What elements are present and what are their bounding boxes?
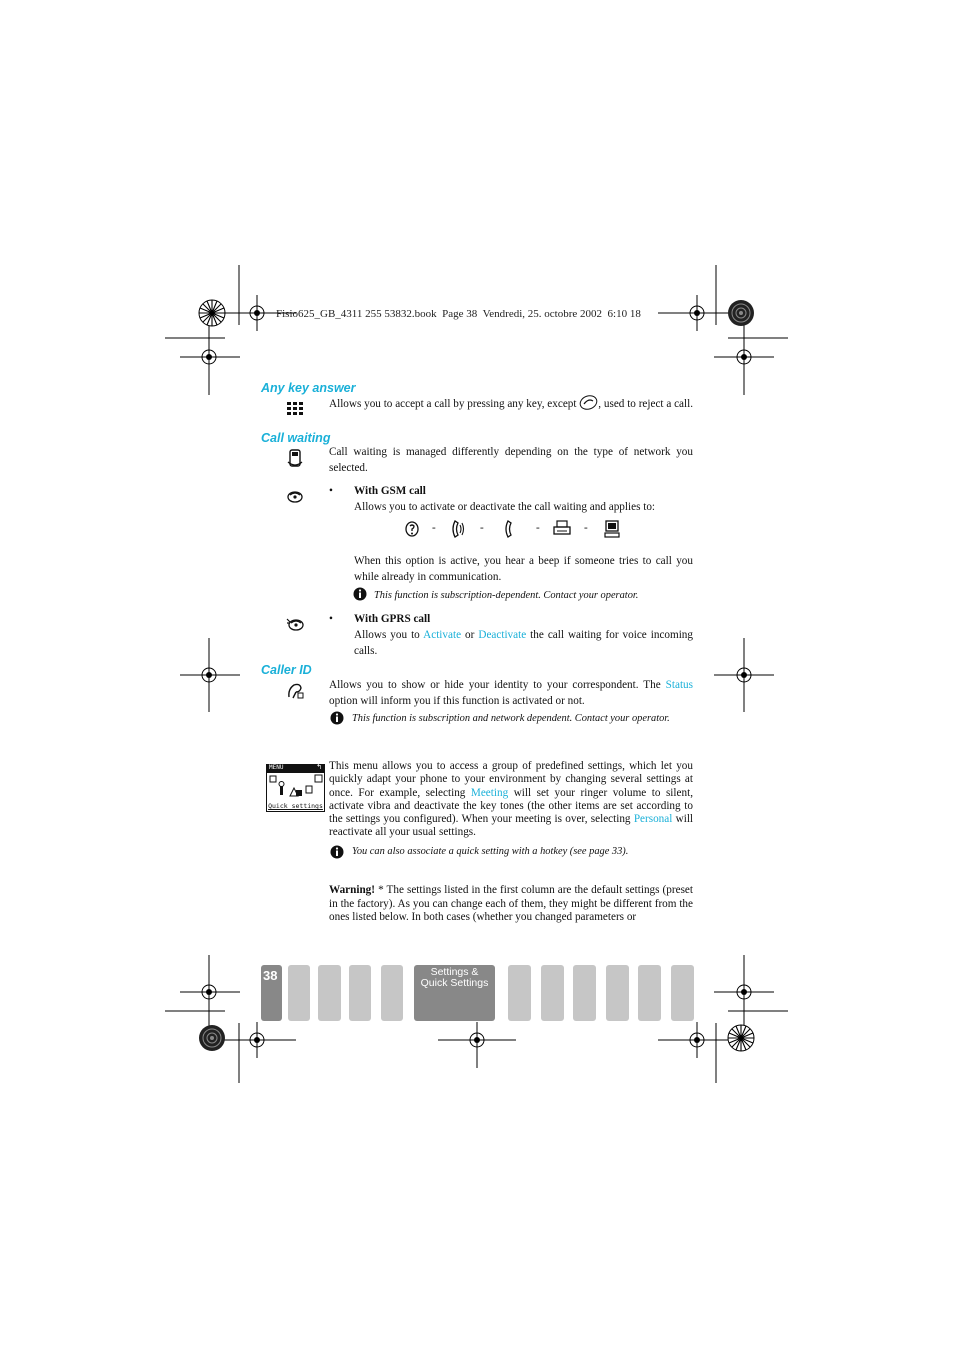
- chapter-tab: [381, 965, 403, 1021]
- applies-to-icons: [402, 519, 632, 541]
- quick-settings-note: You can also associate a quick setting with a hotkey (see page 33).: [352, 846, 629, 857]
- page-number: 38: [263, 968, 278, 983]
- book-header: Fisio625_GB_4311 255 53832.book Page 38 Vendredi, 25. octobre 2002 6:10 18: [276, 308, 641, 320]
- back-icon: ↰: [316, 763, 322, 771]
- computer-call-icon: [602, 519, 622, 539]
- current-chapter-label: Settings & Quick Settings: [420, 966, 489, 989]
- any-key-text: Allows you to accept a call by pressing any key, except , used to reject a call.: [329, 395, 694, 412]
- call-waiting-intro: Call waiting is managed differently depending on the type of network you selected.: [329, 446, 693, 474]
- chapter-tab: [541, 965, 564, 1021]
- gsm-note: This function is subscription-dependent. Contact your operator.: [374, 590, 639, 601]
- quick-settings-text: This menu allows you to access a group of predefined settings, which let you quickly adapt your phone to your environment by changing several settings at once. For example, selecting Meeting will set your ringer volume to silent, activate vibra and deactivate the key tones (the other items are set according to the settings you configured). When your meeting is over, selecting Personal will reactivate all your usual settings.: [329, 760, 694, 839]
- gprs-bullet: •: [329, 613, 333, 625]
- hangup-key-icon: [579, 395, 598, 410]
- caller-id-text: Allows you to show or hide your identity to your correspondent. The Status option will inform you if this function is activated or not.: [329, 679, 694, 707]
- caller-id-icon: [285, 681, 305, 701]
- dash-2: -: [480, 522, 484, 534]
- call-waiting-icon: [285, 448, 305, 468]
- data-call-icon: [500, 519, 520, 539]
- warning-label: Warning!: [329, 884, 376, 896]
- chapter-tab: [573, 965, 596, 1021]
- dash-3: -: [536, 522, 540, 534]
- chapter-tab: [671, 965, 694, 1021]
- personal-option: Personal: [633, 813, 673, 826]
- dash-4: -: [584, 522, 588, 534]
- deactivate-option: Deactivate: [478, 629, 527, 641]
- section-title-caller-id: Caller ID: [261, 663, 312, 677]
- chapter-tab: [606, 965, 629, 1021]
- gsm-text: Allows you to activate or deactivate the call waiting and applies to:: [354, 501, 656, 513]
- caller-id-note: This function is subscription and network dependent. Contact your operator.: [352, 713, 670, 724]
- meeting-option: Meeting: [470, 786, 509, 799]
- gprs-text: Allows you to Activate or Deactivate the call waiting for voice incoming calls.: [354, 629, 693, 657]
- status-option: Status: [665, 679, 694, 691]
- chapter-tab: [508, 965, 531, 1021]
- chapter-tab: [349, 965, 371, 1021]
- fax-call-icon: [552, 519, 572, 539]
- keypad-icon: [285, 399, 305, 419]
- voice-call-icon: [448, 519, 468, 539]
- screen-label: Quick settings: [268, 802, 323, 810]
- info-icon: [353, 587, 367, 601]
- section-title-any-key-answer: Any key answer: [261, 381, 356, 395]
- chapter-tab: [288, 965, 310, 1021]
- gsm-bullet: •: [329, 485, 333, 497]
- gsm-active-text: When this option is active, you hear a beep if someone tries to call you while already in communication.: [354, 555, 693, 583]
- gprs-call-icon: [285, 614, 305, 634]
- warning-text: Warning! * The settings listed in the first column are the default settings (preset in the factory). As you can change each of them, they might be different from the ones listed below. In both cases (whether you changed parameters or: [329, 884, 693, 923]
- gsm-heading: With GSM call: [354, 485, 426, 497]
- info-icon: [330, 711, 344, 725]
- dash-1: -: [432, 522, 436, 534]
- activate-option: Activate: [423, 629, 462, 641]
- chapter-tab: [638, 965, 661, 1021]
- phone-screen-quick-settings: [266, 764, 325, 812]
- chapter-tab: [318, 965, 341, 1021]
- screen-menu-label: MENU: [269, 764, 284, 771]
- gprs-heading: With GPRS call: [354, 613, 431, 625]
- info-icon: [330, 845, 344, 859]
- gsm-call-icon: [285, 486, 305, 506]
- screen-icons: [268, 774, 323, 800]
- all-calls-icon: [402, 519, 422, 539]
- section-title-call-waiting: Call waiting: [261, 431, 331, 445]
